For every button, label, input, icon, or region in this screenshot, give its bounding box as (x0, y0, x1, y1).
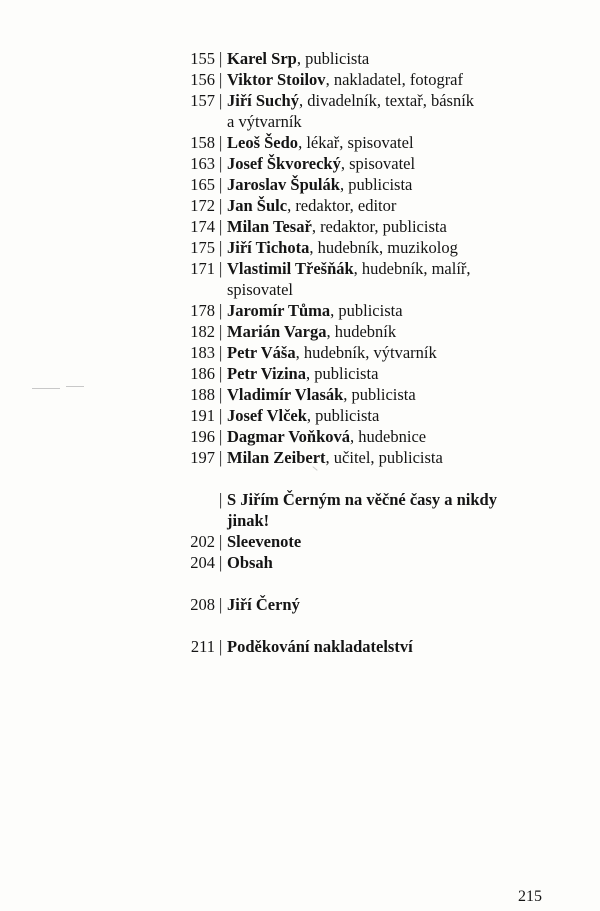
toc-entry (0, 426, 600, 447)
toc-continuation: spisovatel (227, 280, 293, 299)
scan-speck (32, 388, 60, 389)
toc-entry (0, 48, 600, 69)
toc-page-number: 204 (190, 553, 215, 572)
toc-page-number: 172 (190, 196, 215, 215)
person-name: Jiří Suchý (227, 91, 299, 110)
toc-text (227, 174, 567, 195)
toc-text (227, 447, 567, 468)
person-name: Petr Váša (227, 343, 296, 362)
person-role: , hudebník, výtvarník (295, 343, 437, 362)
toc-text (227, 153, 567, 174)
person-name: Karel Srp (227, 49, 297, 68)
toc-separator: | (219, 343, 223, 362)
toc-text (227, 48, 567, 69)
toc-separator: | (219, 175, 223, 194)
person-role: , publicista (305, 364, 379, 383)
person-name: Jaroslav Špulák (227, 175, 340, 194)
person-role: , hudebník (326, 322, 397, 341)
toc-separator: | (219, 637, 223, 656)
person-role: , spisovatel (340, 154, 416, 173)
toc-text (227, 594, 567, 615)
toc-page-number: 171 (190, 259, 215, 278)
toc-section (0, 531, 600, 552)
section-title: Poděkování nakladatelství (227, 637, 413, 656)
person-name: Jan Šulc (227, 196, 288, 215)
toc-entry (0, 384, 600, 405)
toc-text (227, 384, 567, 405)
toc-entry (0, 405, 600, 426)
toc-page-number: 163 (190, 154, 215, 173)
person-role: , publicista (339, 175, 413, 194)
person-role: , publicista (296, 49, 370, 68)
toc-entry (0, 258, 600, 300)
toc-separator: | (219, 70, 223, 89)
toc-text (227, 300, 567, 321)
person-name: Marián Varga (227, 322, 327, 341)
toc-page-number: 183 (190, 343, 215, 362)
toc-separator: | (219, 490, 223, 509)
toc-section (0, 552, 600, 573)
toc-continuation: a výtvarník (227, 112, 302, 131)
toc-text (227, 636, 567, 657)
toc-separator: | (219, 406, 223, 425)
section-title: Sleevenote (227, 532, 302, 551)
person-role: , publicista (330, 301, 403, 320)
person-name: Leoš Šedo (227, 133, 299, 152)
toc-entry (0, 153, 600, 174)
toc-separator: | (219, 427, 223, 446)
person-role: , redaktor, publicista (311, 217, 447, 236)
toc-page-number: 208 (190, 595, 215, 614)
toc-separator: | (219, 154, 223, 173)
toc-page-number: 157 (190, 91, 215, 110)
toc-separator: | (219, 217, 223, 236)
toc-separator: | (219, 259, 223, 278)
toc-entry (0, 216, 600, 237)
toc-text (227, 258, 567, 279)
toc-separator: | (219, 532, 223, 551)
toc-separator: | (219, 49, 223, 68)
toc-text (227, 342, 567, 363)
toc-text (227, 216, 567, 237)
person-name: Petr Vizina (227, 364, 306, 383)
page-number: 215 (518, 888, 542, 905)
person-role: , redaktor, editor (287, 196, 397, 215)
toc-page-number: 178 (190, 301, 215, 320)
toc-entry (0, 174, 600, 195)
toc-page-number: 202 (190, 532, 215, 551)
toc-text (227, 363, 567, 384)
toc-page-number: 156 (190, 70, 215, 89)
toc-page-number: 158 (190, 133, 215, 152)
section-title: Jiří Černý (227, 595, 300, 614)
person-role: , hudebník, muzikolog (309, 238, 458, 257)
toc-entry (0, 447, 600, 468)
toc-text (227, 321, 567, 342)
person-name: Vlastimil Třešňák (227, 259, 354, 278)
toc-separator: | (219, 301, 223, 320)
person-name: Milan Tesař (227, 217, 312, 236)
toc-continuation: jinak! (227, 511, 270, 530)
toc-text (227, 489, 567, 510)
toc-text (227, 531, 567, 552)
toc-text (227, 426, 567, 447)
person-name: Josef Škvorecký (227, 154, 341, 173)
toc-separator: | (219, 91, 223, 110)
toc-page-number: 186 (190, 364, 215, 383)
person-name: Vladimír Vlasák (227, 385, 344, 404)
toc-entry (0, 363, 600, 384)
toc-page-number: 196 (190, 427, 215, 446)
toc-entry (0, 300, 600, 321)
toc-separator: | (219, 196, 223, 215)
toc-section (0, 636, 600, 657)
toc-entry (0, 195, 600, 216)
person-name: Viktor Stoilov (227, 70, 326, 89)
toc-separator: | (219, 238, 223, 257)
toc-page-number: 182 (190, 322, 215, 341)
toc-entry (0, 321, 600, 342)
toc-section (0, 489, 600, 531)
person-role: , publicista (343, 385, 416, 404)
person-role: , lékař, spisovatel (298, 133, 414, 152)
toc-page-number: 211 (190, 637, 215, 656)
toc-separator: | (219, 133, 223, 152)
toc-text (227, 132, 567, 153)
toc-section (0, 594, 600, 615)
toc-entry (0, 342, 600, 363)
toc-separator: | (219, 322, 223, 341)
person-role: , publicista (306, 406, 380, 425)
toc-separator: | (219, 364, 223, 383)
person-name: Jiří Tichota (227, 238, 310, 257)
person-role: , divadelník, textař, básník (298, 91, 475, 110)
person-role: , hudebník, malíř, (353, 259, 471, 278)
toc-page-number: 174 (190, 217, 215, 236)
toc-entry (0, 69, 600, 90)
section-title: S Jiřím Černým na věčné časy a nikdy (227, 490, 497, 509)
toc-entry (0, 237, 600, 258)
toc-page-number: 188 (190, 385, 215, 404)
toc-text (227, 405, 567, 426)
toc-entry (0, 90, 600, 132)
person-name: Jaromír Tůma (227, 301, 331, 320)
toc-page-number: 175 (190, 238, 215, 257)
toc-text (227, 69, 567, 90)
toc-text (227, 552, 567, 573)
toc-separator: | (219, 448, 223, 467)
toc-text (227, 195, 567, 216)
person-role: , učitel, publicista (325, 448, 443, 467)
person-name: Milan Zeibert (227, 448, 326, 467)
section-title: Obsah (227, 553, 273, 572)
toc-text (227, 237, 567, 258)
toc-page-number: 155 (190, 49, 215, 68)
toc-separator: | (219, 553, 223, 572)
person-role: , hudebnice (350, 427, 427, 446)
toc-page-number: 191 (190, 406, 215, 425)
toc-text (227, 90, 567, 111)
person-name: Dagmar Voňková (227, 427, 351, 446)
toc-page-number: 165 (190, 175, 215, 194)
toc-page-number: 197 (190, 448, 215, 467)
scan-speck (66, 386, 84, 387)
person-role: , nakladatel, fotograf (325, 70, 464, 89)
toc-separator: | (219, 385, 223, 404)
toc-entry (0, 132, 600, 153)
person-name: Josef Vlček (227, 406, 307, 425)
toc-separator: | (219, 595, 223, 614)
